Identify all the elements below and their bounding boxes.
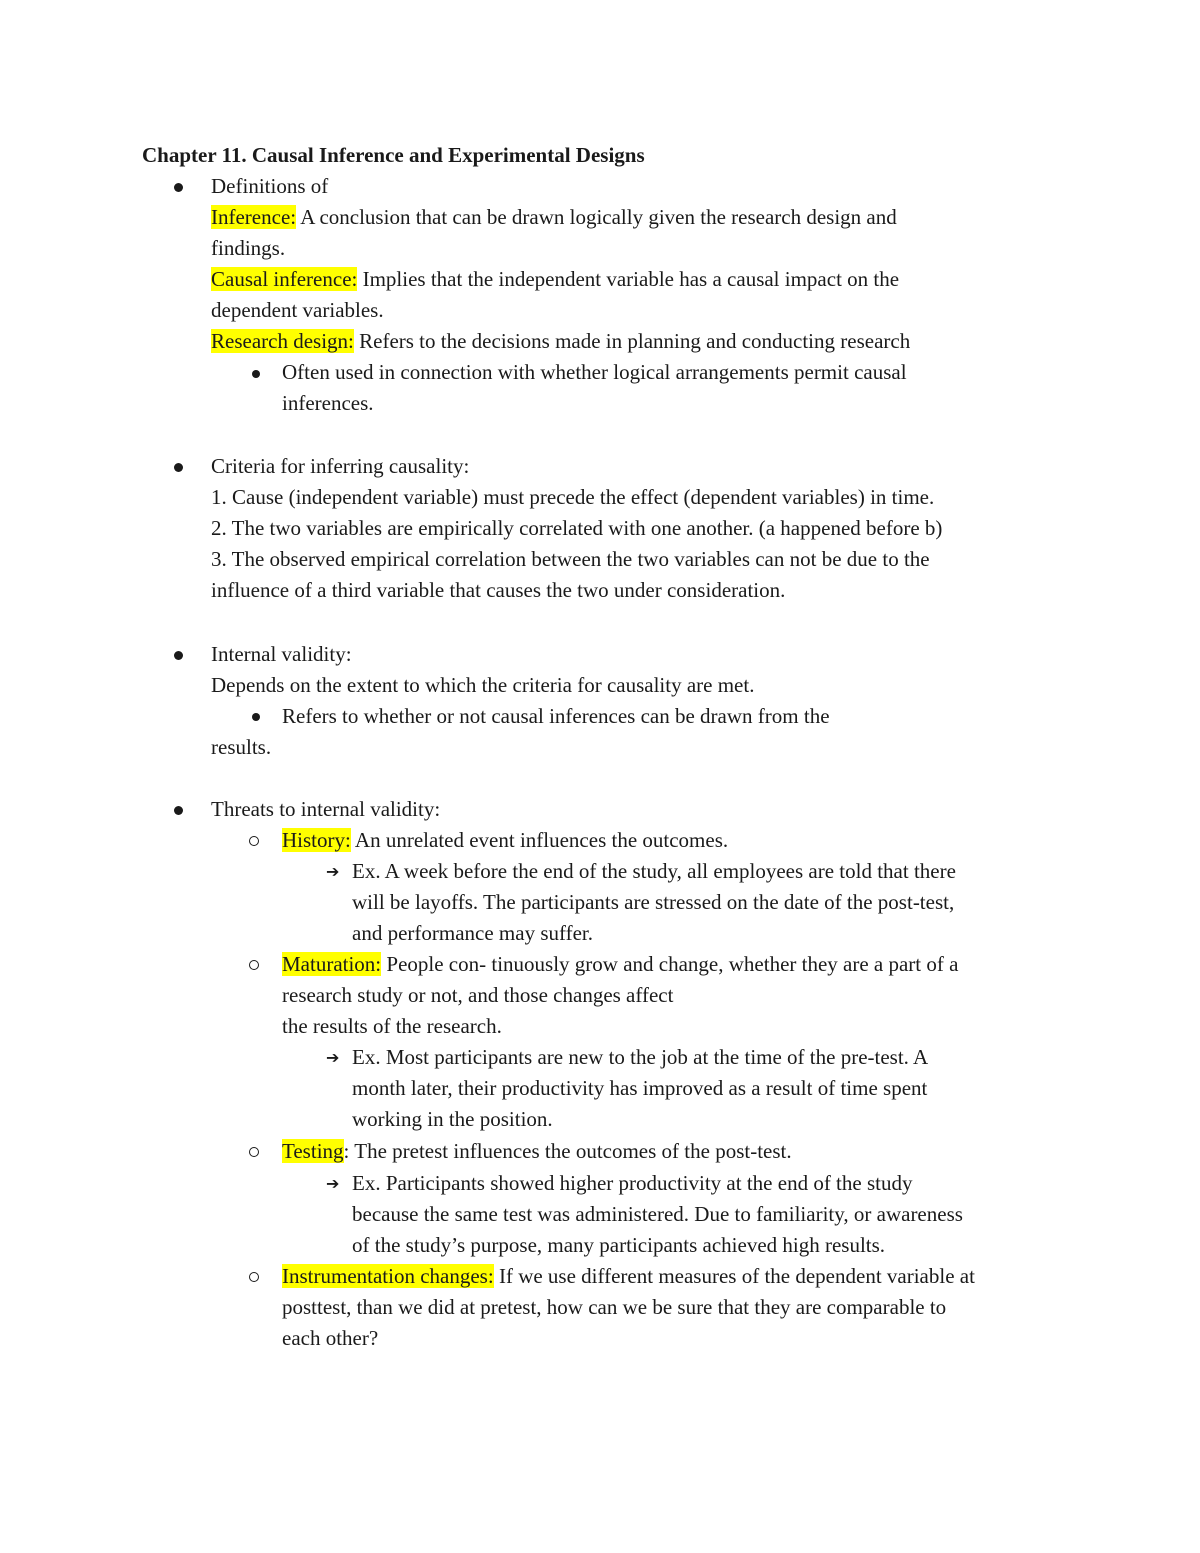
criteria-heading: Criteria for inferring causality: <box>211 454 470 478</box>
definitions-heading: Definitions of <box>211 174 329 198</box>
internal-validity-heading: Internal validity: <box>211 642 352 666</box>
history-example-2: will be layoffs. The participants are stressed on the date of the post-test, <box>352 890 955 914</box>
criteria-item-2: 2. The two variables are empirically correlated with one another. (a happened before b) <box>211 516 943 540</box>
maturation-term: Maturation: <box>282 952 382 976</box>
research-design-sub-1: Often used in connection with whether logical arrangements permit causal <box>282 360 907 384</box>
inference-definition: Inference: A conclusion that can be drawn logically given the research design and <box>211 205 897 229</box>
maturation-example-1: Ex. Most participants are new to the job at the time of the pre-test. A <box>352 1045 929 1069</box>
criteria-item-1: 1. Cause (independent variable) must precede the effect (dependent variables) in time. <box>211 485 935 509</box>
instrumentation-item-cont-2: each other? <box>282 1326 379 1350</box>
bullet-definitions <box>174 183 183 192</box>
criteria-item-3-cont: influence of a third variable that causes the two under consideration. <box>211 578 786 602</box>
internal-validity-sub-1: Refers to whether or not causal inferences can be drawn from the <box>282 704 830 728</box>
arrow-testing-example: ➔ <box>326 1174 340 1193</box>
internal-validity-text: Depends on the extent to which the criteria for causality are met. <box>211 673 755 697</box>
testing-term: Testing <box>282 1139 344 1163</box>
arrow-maturation-example: ➔ <box>326 1048 340 1067</box>
research-design-sub-2: inferences. <box>282 391 374 415</box>
bullet-criteria <box>174 463 183 472</box>
maturation-item: Maturation: People con- tinuously grow and change, whether they are a part of a <box>282 952 959 976</box>
maturation-example-2: month later, their productivity has improved as a result of time spent <box>352 1076 928 1100</box>
research-design-definition: Research design: Refers to the decisions made in planning and conducting research <box>211 329 911 353</box>
instrumentation-item-cont-1: posttest, than we did at pretest, how can we be sure that they are comparable to <box>282 1295 947 1319</box>
circle-bullet-history <box>249 836 259 846</box>
history-example-1: Ex. A week before the end of the study, all employees are told that there <box>352 859 956 883</box>
testing-example-3: of the study’s purpose, many participants achieved high results. <box>352 1233 886 1257</box>
maturation-item-cont-1: research study or not, and those changes affect <box>282 983 674 1007</box>
inference-term: Inference: <box>211 205 297 229</box>
circle-bullet-testing <box>249 1147 259 1157</box>
bullet-threats <box>174 806 183 815</box>
arrow-history-example: ➔ <box>326 862 340 881</box>
causal-inference-definition-cont: dependent variables. <box>211 298 384 322</box>
testing-item: Testing: The pretest influences the outcomes of the post-test. <box>282 1139 792 1163</box>
inference-definition-cont: findings. <box>211 236 286 260</box>
testing-example-1: Ex. Participants showed higher productivity at the end of the study <box>352 1171 913 1195</box>
research-design-term: Research design: <box>211 329 354 353</box>
history-example-3: and performance may suffer. <box>352 921 594 945</box>
causal-inference-definition: Causal inference: Implies that the independent variable has a causal impact on the <box>211 267 900 291</box>
maturation-example-3: working in the position. <box>352 1107 553 1131</box>
circle-bullet-instrumentation <box>249 1272 259 1282</box>
bullet-research-design-sub <box>252 370 260 378</box>
instrumentation-item: Instrumentation changes: If we use different measures of the dependent variable at <box>282 1264 975 1288</box>
circle-bullet-maturation <box>249 960 259 970</box>
instrumentation-term: Instrumentation changes: <box>282 1264 494 1288</box>
bullet-internal-validity <box>174 651 183 660</box>
testing-example-2: because the same test was administered. Due to familiarity, or awareness <box>352 1202 963 1226</box>
internal-validity-sub-2: results. <box>211 735 272 759</box>
chapter-title: Chapter 11. Causal Inference and Experimental Designs <box>142 143 645 167</box>
threats-heading: Threats to internal validity: <box>211 797 441 821</box>
causal-inference-term: Causal inference: <box>211 267 358 291</box>
history-term: History: <box>282 828 351 852</box>
maturation-item-cont-2: the results of the research. <box>282 1014 502 1038</box>
bullet-internal-validity-sub <box>252 713 260 721</box>
history-item: History: An unrelated event influences the outcomes. <box>282 828 729 852</box>
criteria-item-3: 3. The observed empirical correlation between the two variables can not be due to the <box>211 547 930 571</box>
